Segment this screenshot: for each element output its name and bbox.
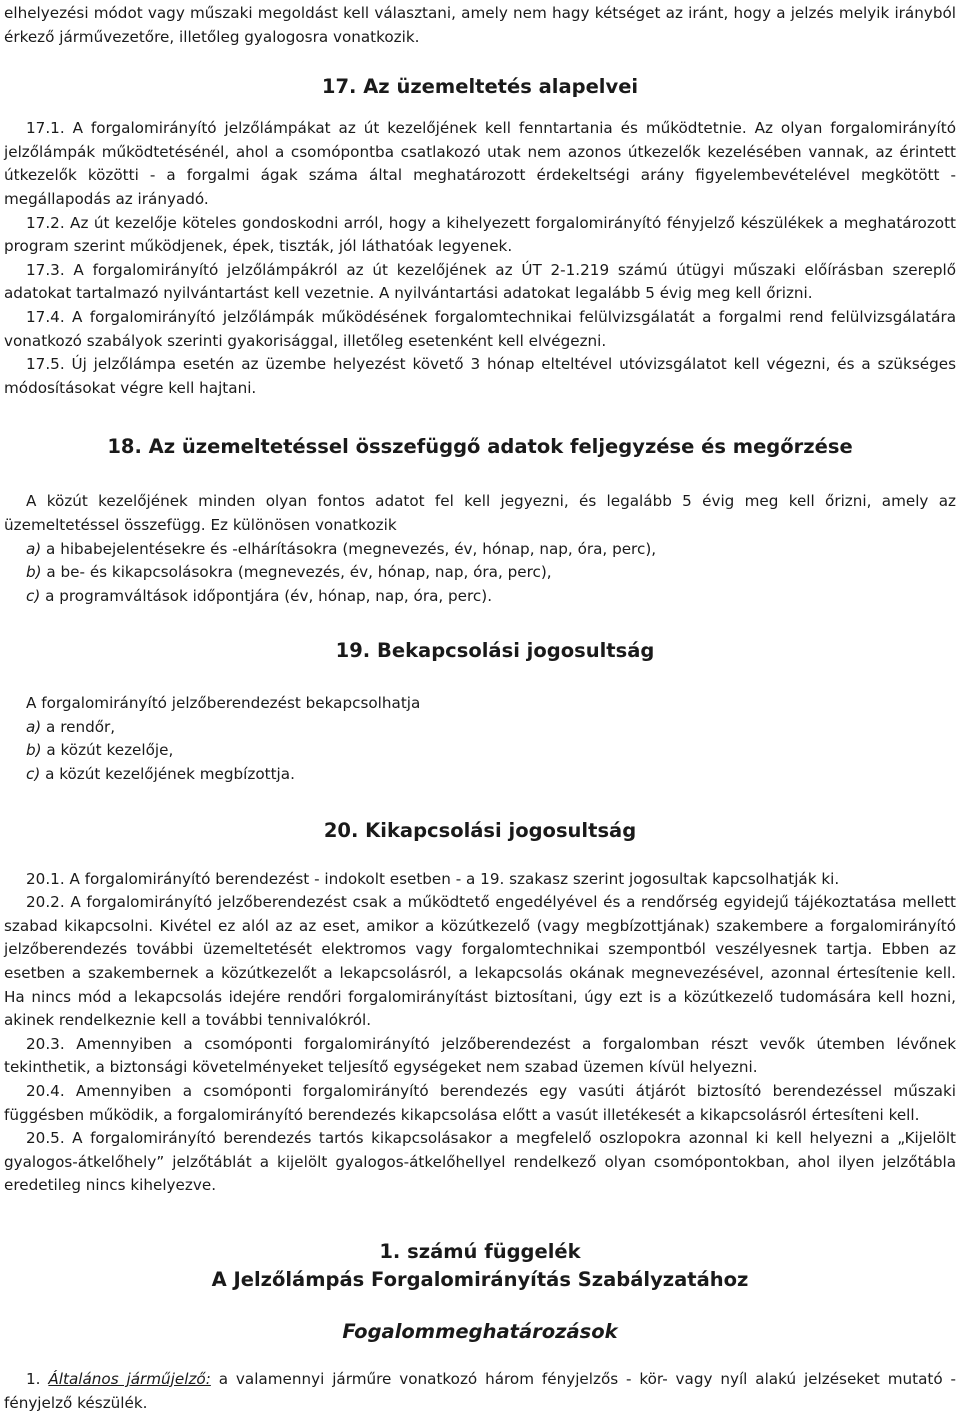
list-letter: c) [26,765,41,784]
section-19-title: 19. Bekapcsolási jogosultság [335,639,655,663]
paragraph-20-2: 20.2. A forgalomirányító jelzőberendezést csak a működtető engedélyével és a rendőrség egyidejű tájékoztatása mellett szabad kikapcsolni. Kivétel ez alól az az eset, amikor a közútkezelő (vagy megbízottjának) szakembere a forgalomirányító jelzőberendezés további üzemeltetését elektromos vagy forgalomtechnikai szempontból veszélyesnek tartja. Ebben az esetben a szakembernek a közútkezelőt a lekapcsolásról, a lekapcsolás okának megnevezésével, azonnal értesítenie kell. Ha nincs mód a lekapcsolás idejére rendőri forgalomirányítást biztosítani, úgy ezt is a közútkezelő tudomására kell hozni, akinek rendelkeznie kell a további tennivalókról. [4,893,956,1030]
top-paragraph: elhelyezési módot vagy műszaki megoldást kell választani, amely nem hagy kétséget az iránt, hogy a jelzés melyik irányból érkező járművezetőre, illetőleg gyalogosra vonatkozik. [4,4,956,46]
list-item-19-b [4,739,956,763]
paragraph-20-5: 20.5. A forgalomirányító berendezés tartós kikapcsolásakor a megfelelő oszlopokra azonnal ki kell helyezni a „Kijelölt gyalogos-átkelőhely” jelzőtáblát a kijelölt gyalogos-átkelőhellyel rendelkező olyan csomópontokban, ahol ilyen jelzőtábla eredetileg nincs kihelyezve. [4,1129,956,1195]
paragraph-18-intro: A közút kezelőjének minden olyan fontos adatot fel kell jegyezni, és legalább 5 évig meg kell őrizni, amely az üzemeltetéssel összefügg. Ez különösen vonatkozik [4,492,956,534]
list-text: a programváltások időpontjára (év, hónap, nap, óra, perc). [40,586,493,605]
paragraph-19-intro: A forgalomirányító jelzőberendezést bekapcsolhatja [26,694,421,713]
list-letter: b) [26,741,42,760]
list-letter: a) [26,717,42,736]
paragraph-20-4: 20.4. Amennyiben a csomóponti forgalomirányító berendezés egy vasúti átjárót biztosító berendezéssel műszaki függésben működik, a forgalomirányító berendezés kikapcsolása előtt a vasút illetékesét a kikapcsolásról értesíteni kell. [4,1082,956,1124]
section-20-title: 20. Kikapcsolási jogosultság [323,818,637,842]
list-item-19-c [4,763,956,787]
paragraph-17-3: 17.3. A forgalomirányító jelzőlámpákról az út kezelőjének az ÚT 2-1.219 számú útügyi műszaki előírásban szereplő adatokat tartalmazó nyilvántartást kell vezetnie. A nyilvántartási adatokat legalább 5 évig meg kell őrizni. [4,260,956,303]
list-letter: b) [26,563,42,582]
definition-1 [4,1368,956,1415]
paragraph-20-1: 20.1. A forgalomirányító berendezést - indokolt esetben - a 19. szakasz szerint jogosultak kapcsolhatják ki. [26,869,840,888]
paragraph-17-4: 17.4. A forgalomirányító jelzőlámpák működésének forgalomtechnikai felülvizsgálatát a forgalmi rend felülvizsgálatára vonatkozó szabályok szerinti gyakorisággal, illetőleg esetenként kell elvégezni. [4,307,956,350]
paragraph-20-3: 20.3. Amennyiben a csomóponti forgalomirányító jelzőberendezést a forgalomban részt vevők útemben lévőnek tekinthetik, a biztonsági követelményeket teljesítő egységeket nem szabad üzemen kívül helyezni. [4,1034,956,1077]
list-text: a hibabejelentésekre és -elhárításokra (megnevezés, év, hónap, nap, óra, perc), [41,539,657,558]
list-item-18-a [4,538,956,562]
list-text: a közút kezelője, [41,741,174,760]
appendix-title: 1. számú függelék [379,1239,581,1263]
paragraph-17-1: 17.1. A forgalomirányító jelzőlámpákat az út kezelőjének kell fenntartania és működtetnie. Az olyan forgalomirányító jelzőlámpák működtetésénél, ahol a csomópontba csatlakozó utak nem azonos útkezelők kezelésében vannak, az érintett útkezelők közötti - a forgalmi ágak száma által meghatározott érdekeltségi arány figyelembevételével megkötött - megállapodás az irányadó. [4,119,956,208]
appendix-subtitle: A Jelzőlámpás Forgalomirányítás Szabályzatához [211,1267,749,1291]
list-text: a közút kezelőjének megbízottja. [40,765,295,784]
list-letter: a) [26,539,42,558]
paragraph-17-2: 17.2. Az út kezelője köteles gondoskodni arról, hogy a kihelyezett forgalomirányító fényjelző készülékek a meghatározott program szerint működjenek, épek, tiszták, jól láthatóak legyenek. [4,213,956,256]
section-17-title: 17. Az üzemeltetés alapelvei [321,75,639,99]
definition-number: 1. [26,1369,49,1388]
section-18-title: 18. Az üzemeltetéssel összefüggő adatok feljegyzése és megőrzése [107,435,853,459]
definition-term: Általános járműjelző: [48,1369,211,1388]
list-letter: c) [26,586,41,605]
list-item-18-c [4,585,956,609]
list-text: a be- és kikapcsolásokra (megnevezés, év, hónap, nap, óra, perc), [41,563,552,582]
list-text: a rendőr, [41,717,116,736]
list-item-19-a [4,716,956,740]
paragraph-17-5: 17.5. Új jelzőlámpa esetén az üzembe helyezést követő 3 hónap elteltével utóvizsgálatot kell végezni, és a szükséges módosításokat végre kell hajtani. [4,355,956,397]
list-item-18-b [4,561,956,585]
definitions-heading: Fogalommeghatározások [342,1319,618,1343]
definition-text: a valamennyi járműre vonatkozó három fényjelzős - kör- vagy nyíl alakú jelzéseket mutató - fényjelző készülék. [4,1369,957,1412]
